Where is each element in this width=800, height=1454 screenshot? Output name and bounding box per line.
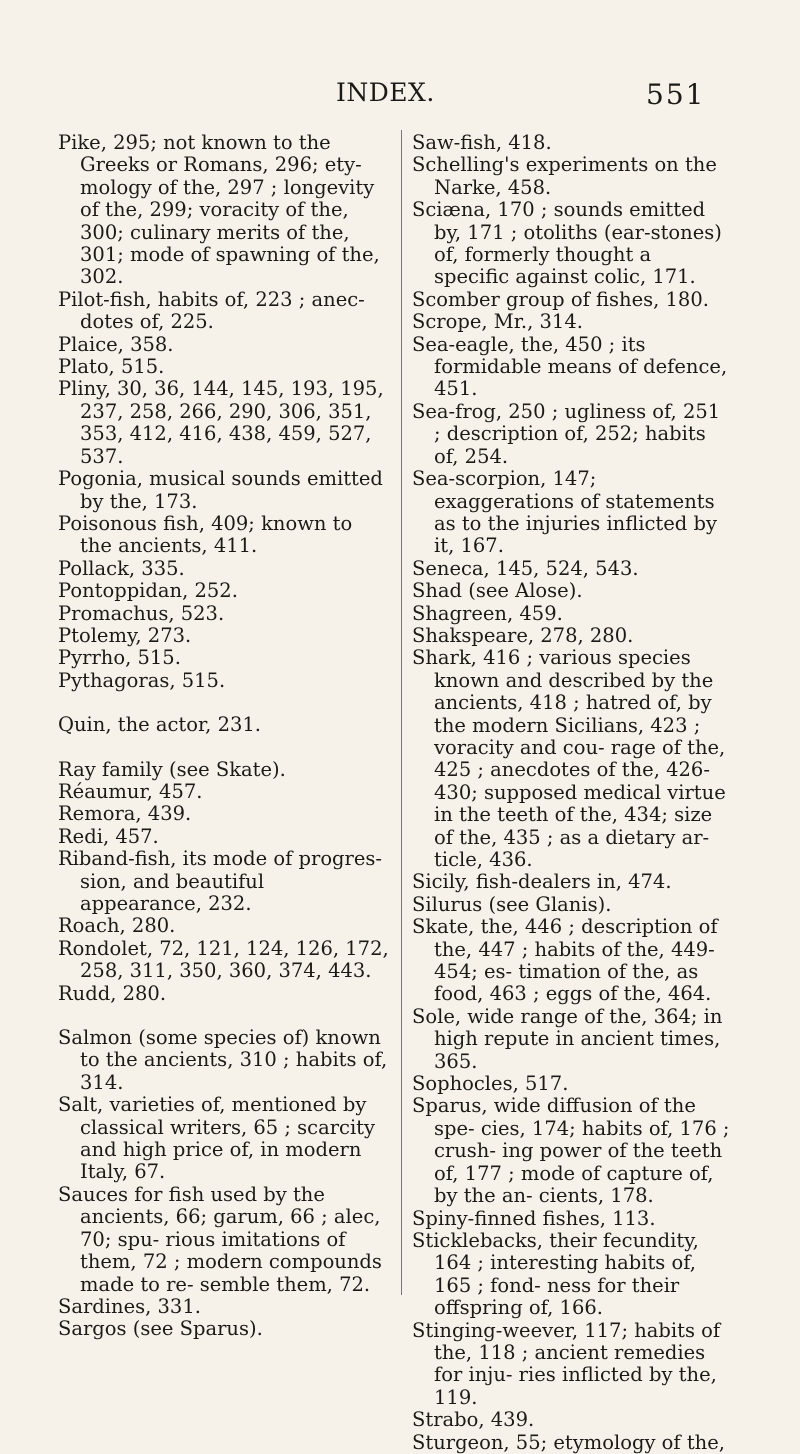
index-column-left: [58, 132, 390, 1341]
index-entry: Réaumur, 457.: [58, 779, 203, 803]
index-entry: Quin, the actor, 231.: [58, 713, 261, 737]
index-entry: Skate, the, 446 ; description of the, 447 ; habits of the, 449-454; es- timation of the, as food, 463 ; eggs of the, 464.: [412, 915, 718, 1006]
index-entry: Sargos (see Sparus).: [58, 1317, 263, 1341]
index-entry: Spiny-finned fishes, 113.: [412, 1206, 656, 1230]
index-entry: Shagreen, 459.: [412, 601, 563, 625]
index-entry: Rondolet, 72, 121, 124, 126, 172, 258, 311, 350, 360, 374, 443.: [58, 936, 389, 983]
index-entry: Schelling's experiments on the Narke, 458.: [412, 153, 717, 199]
index-entry: Redi, 457.: [58, 824, 159, 848]
index-entry: Pyrrho, 515.: [58, 646, 181, 670]
index-entry: Seneca, 145, 524, 543.: [412, 556, 639, 580]
index-entry: Salt, varieties of, mentioned by classical writers, 65 ; scarcity and high price of, in modern Italy, 67.: [58, 1093, 376, 1184]
index-entry: Saw-fish, 418.: [412, 131, 552, 154]
index-column-right: [412, 132, 730, 1454]
index-entry: Sea-eagle, the, 450 ; its formidable means of defence, 451.: [412, 332, 728, 401]
index-entry: Pliny, 30, 36, 144, 145, 193, 195, 237, 258, 266, 290, 306, 351, 353, 412, 416, 438, 459, 527, 537.: [58, 377, 384, 468]
index-entry: Sturgeon, 55; etymology of the,: [412, 1430, 725, 1454]
page-header: [0, 78, 800, 118]
index-entry: Pollack, 335.: [58, 556, 185, 580]
index-entry: Plaice, 358.: [58, 332, 174, 356]
running-title: INDEX.: [336, 78, 435, 107]
section-gap: [58, 692, 390, 714]
index-entry: Remora, 439.: [58, 802, 192, 826]
index-entry: Ray family (see Skate).: [58, 757, 286, 781]
index-entry: Salmon (some species of) known to the ancients, 310 ; habits of, 314.: [58, 1026, 388, 1094]
index-entry: Pythagoras, 515.: [58, 668, 226, 692]
column-divider: [401, 130, 402, 1295]
section-gap: [58, 737, 390, 759]
page-number: 551: [646, 78, 706, 111]
index-entry: Roach, 280.: [58, 914, 176, 938]
index-entry: Rudd, 280.: [58, 981, 167, 1005]
index-entry: Promachus, 523.: [58, 601, 225, 625]
index-entry: Scomber group of fishes, 180.: [412, 287, 709, 311]
index-entry: Sea-frog, 250 ; ugliness of, 251 ; description of, 252; habits of, 254.: [412, 399, 721, 468]
index-entry: Sicily, fish-dealers in, 474.: [412, 870, 672, 894]
index-entry: Pogonia, musical sounds emitted by the, 173.: [58, 467, 383, 513]
index-entry: Sparus, wide diffusion of the spe- cies, 174; habits of, 176 ; crush- ing power of the teeth of, 177 ; mode of capture of, by the an- cients, 178.: [412, 1094, 730, 1208]
index-entry: Sole, wide range of the, 364; in high repute in ancient times, 365.: [412, 1004, 723, 1073]
index-entry: Stinging-weever, 117; habits of the, 118 ; ancient remedies for inju- ries inflicted by the, 119.: [412, 1318, 721, 1409]
index-entry: Plato, 515.: [58, 355, 165, 379]
index-entry: Scrope, Mr., 314.: [412, 310, 583, 334]
index-entry: Shakspeare, 278, 280.: [412, 623, 634, 647]
index-entry: Shark, 416 ; various species known and described by the ancients, 418 ; hatred of, by the modern Sicilians, 423 ; voracity and cou- rage of the, 425 ; anecdotes of the, 426-430; supposed medical virtue in the teeth of the, 434; size of the, 435 ; as a dietary ar- ticle, 436.: [412, 646, 726, 871]
index-entry: Sophocles, 517.: [412, 1072, 569, 1096]
index-entry: Sardines, 331.: [58, 1294, 201, 1318]
index-entry: Poisonous fish, 409; known to the ancients, 411.: [58, 511, 353, 558]
index-entry: Shad (see Alose).: [412, 579, 583, 603]
index-entry: Riband-fish, its mode of progres- sion, and beautiful appearance, 232.: [58, 847, 382, 915]
index-entry: Sciæna, 170 ; sounds emitted by, 171 ; otoliths (ear-stones) of, formerly thought a specific against colic, 171.: [412, 198, 722, 289]
index-entry: Sticklebacks, their fecundity, 164 ; interesting habits of, 165 ; fond- ness for their offspring of, 166.: [412, 1228, 699, 1320]
index-entry: Pilot-fish, habits of, 223 ; anec- dotes of, 225.: [58, 287, 365, 334]
index-entry: Strabo, 439.: [412, 1408, 535, 1432]
index-entry: Silurus (see Glanis).: [412, 892, 612, 916]
index-entry: Pike, 295; not known to the Greeks or Romans, 296; ety- mology of the, 297 ; longevity of the, 299; voracity of the, 300; culinary merits of the, 301; mode of spawning of the, 302.: [58, 131, 380, 289]
index-entry: Sauces for fish used by the ancients, 66; garum, 66 ; alec, 70; spu- rious imitations of them, 72 ; modern compounds made to re- semble them, 72.: [58, 1182, 382, 1296]
index-entry: Sea-scorpion, 147; exaggerations of statements as to the injuries inflicted by it, 167.: [412, 467, 717, 558]
index-entry: Ptolemy, 273.: [58, 623, 192, 647]
index-entry: Pontoppidan, 252.: [58, 579, 238, 603]
section-gap: [58, 1005, 390, 1027]
